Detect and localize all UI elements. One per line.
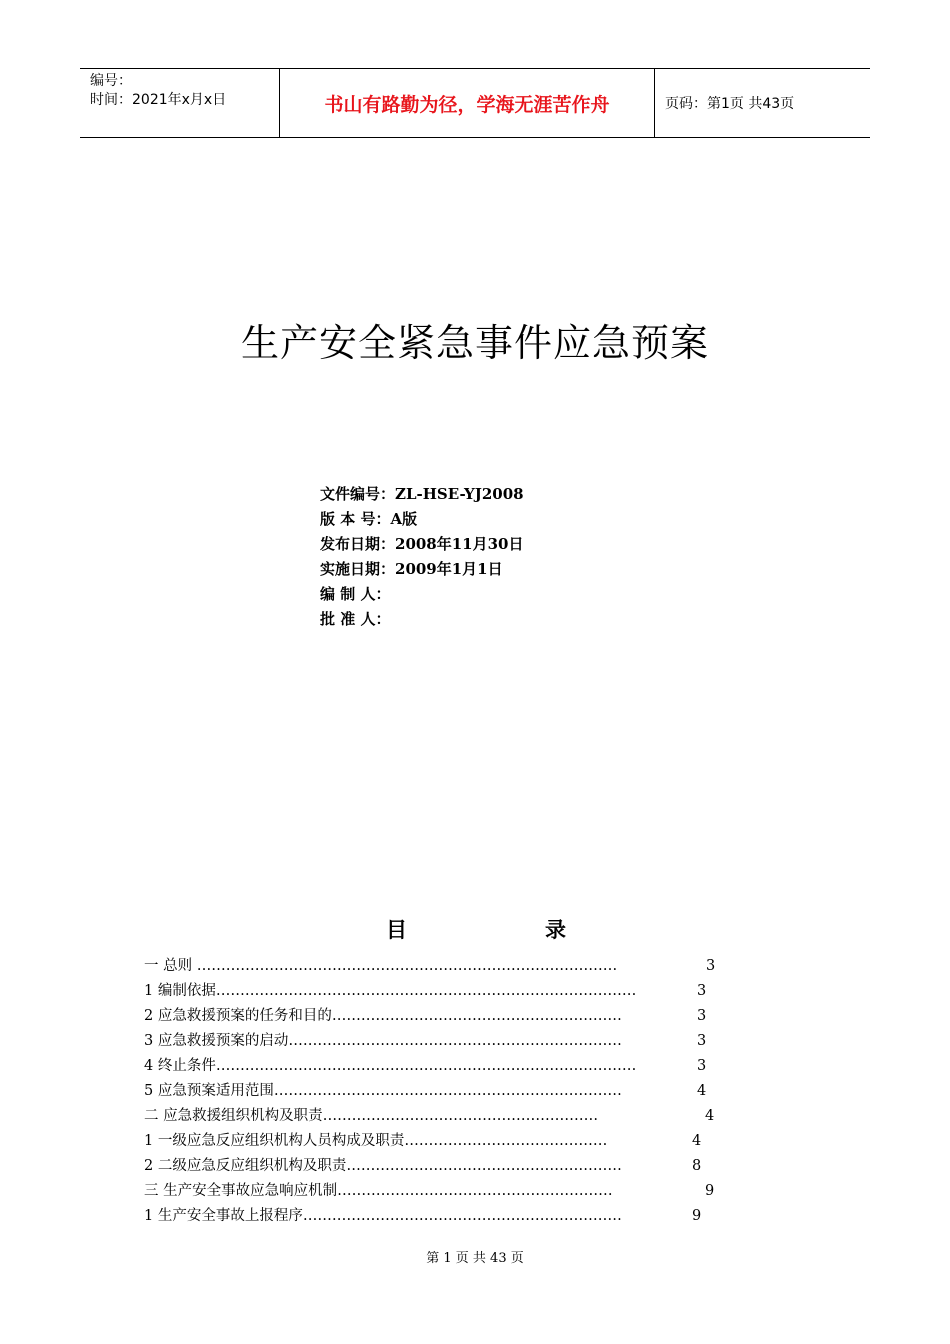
toc-item-page: 3	[706, 958, 716, 974]
toc-item-page: 4	[705, 1108, 715, 1124]
toc-title	[386, 914, 566, 944]
meta-file-number: 文件编号：ZL-HSE-YJ2008	[320, 485, 524, 503]
toc-item-page: 4	[697, 1083, 707, 1099]
toc-item-page: 9	[692, 1208, 702, 1224]
header-number-label: 编号：	[90, 73, 132, 89]
meta-author: 编 制 人：	[320, 585, 391, 603]
toc-item-label: 2 应急救援预案的任务和目的……………………………………………………	[144, 1008, 622, 1024]
toc-item-page: 3	[697, 1058, 707, 1074]
toc-item-page: 3	[697, 1008, 707, 1024]
meta-publish-date: 发布日期：2008年11月30日	[320, 535, 524, 553]
page-header	[80, 68, 870, 138]
toc-item[interactable]	[144, 1104, 724, 1129]
toc-item[interactable]	[144, 1154, 724, 1179]
header-left-cell	[80, 69, 280, 137]
toc-item[interactable]	[144, 1079, 724, 1104]
toc-item-label: 4 终止条件……………………………………………………………………………	[144, 1058, 637, 1074]
toc-item-page: 9	[705, 1183, 715, 1199]
toc-item-label: 5 应急预案适用范围………………………………………………………………	[144, 1083, 622, 1099]
toc-title-right: 录	[545, 918, 566, 942]
toc-item-label: 1 一级应急反应组织机构人员构成及职责……………………………………	[144, 1133, 608, 1149]
meta-effective-date: 实施日期：2009年1月1日	[320, 560, 503, 578]
toc-item-label: 3 应急救援预案的启动……………………………………………………………	[144, 1033, 622, 1049]
toc-item-label: 1 生产安全事故上报程序…………………………………………………………	[144, 1208, 622, 1224]
document-title: 生产安全紧急事件应急预案	[240, 321, 709, 365]
toc-item[interactable]	[144, 1129, 724, 1154]
page-footer: 第 1 页 共 43 页	[426, 1251, 524, 1266]
meta-approver: 批 准 人：	[320, 610, 391, 628]
toc-item-label: 一 总则 ……………………………………………………………………………	[144, 958, 618, 974]
toc-item[interactable]	[144, 1054, 724, 1079]
toc-item[interactable]	[144, 1179, 724, 1204]
toc-item-label: 三 生产安全事故应急响应机制…………………………………………………	[144, 1183, 613, 1199]
toc-item[interactable]	[144, 1204, 724, 1229]
toc-item-page: 4	[692, 1133, 702, 1149]
toc-item-label: 2 二级应急反应组织机构及职责…………………………………………………	[144, 1158, 622, 1174]
toc-item-label: 二 应急救援组织机构及职责…………………………………………………	[144, 1108, 599, 1124]
header-time-label: 时间：2021年x月x日	[90, 92, 227, 108]
header-page-info: 页码：第1页 共43页	[665, 96, 795, 112]
toc-item[interactable]	[144, 954, 724, 979]
toc-item-page: 3	[697, 983, 707, 999]
toc-item[interactable]	[144, 1004, 724, 1029]
toc-item[interactable]	[144, 1029, 724, 1054]
toc-item-page: 3	[697, 1033, 707, 1049]
table-of-contents	[144, 954, 724, 1229]
toc-item-label: 1 编制依据……………………………………………………………………………	[144, 983, 637, 999]
header-motto: 书山有路勤为径，学海无涯苦作舟	[280, 69, 655, 137]
meta-version: 版 本 号：A版	[320, 510, 418, 528]
document-meta	[320, 482, 524, 632]
toc-title-left: 目	[386, 918, 407, 942]
toc-item[interactable]	[144, 979, 724, 1004]
toc-item-page: 8	[692, 1158, 702, 1174]
